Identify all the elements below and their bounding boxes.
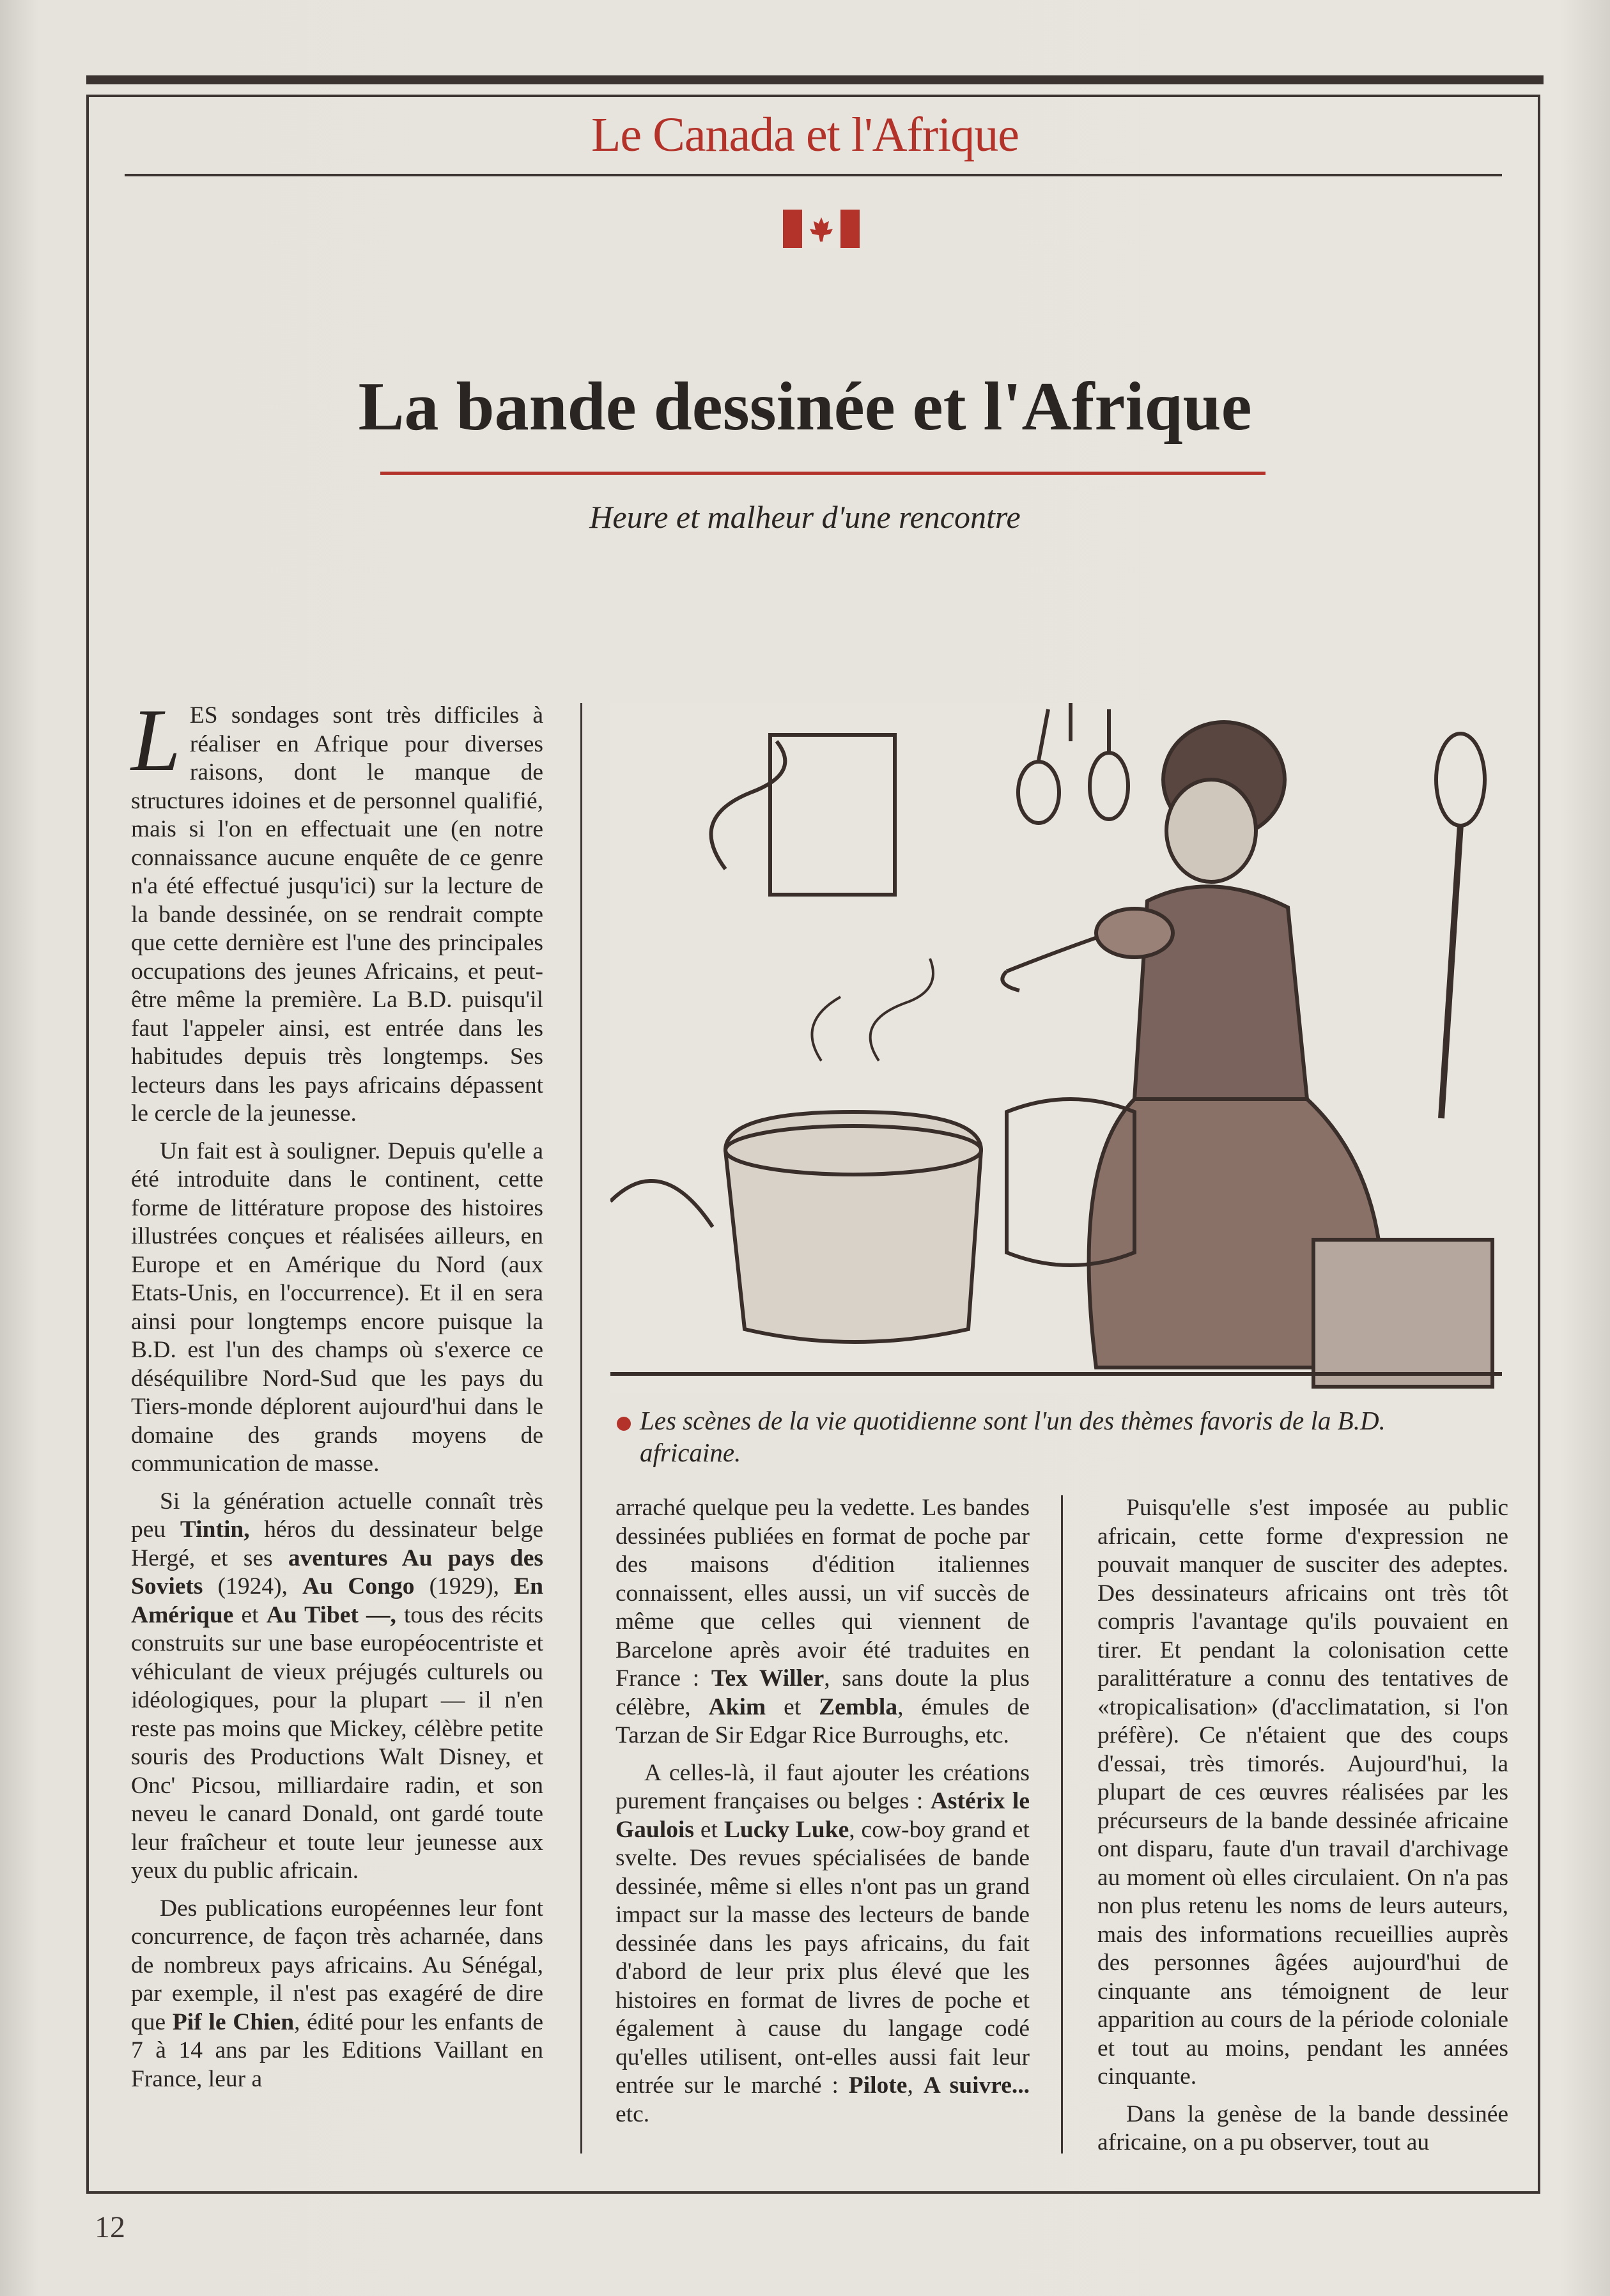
text: et [693, 1816, 724, 1843]
title-a-suivre: A suivre... [923, 2072, 1030, 2099]
illustration-caption [617, 1405, 1512, 1468]
title-tintin: Tintin, [180, 1516, 250, 1543]
paragraph-text: ES sondages sont très difficiles à réaliser en Afrique pour diverses raisons, dont le manque de structures idoines et de personnel qualifié, mais si l'on en effectuait une (en notre connaissance aucune enquête de ce genre n'a été effectué jusqu'ici) sur la lecture de la bande dessinée, on se rendrait compte que cette dernière est l'une des principales occupations des jeunes Africains, et peut-être même la première. La B.D. puisqu'il faut l'appeler ainsi, est entrée dans les habitudes depuis très longtemps. Ses lecteurs dans les pays africains dépassent le cercle de la jeunesse. [131, 702, 543, 1127]
text: , émules de Tarzan de Sir Edgar Rice Burroughs, etc. [615, 1693, 1030, 1748]
column-divider [580, 703, 582, 2153]
text: Si la génération actuelle connaît très peu [131, 1488, 543, 1543]
title-amerique: En Amérique [131, 1573, 543, 1628]
text: et [766, 1693, 819, 1720]
kitchen-illustration [610, 703, 1502, 1393]
title-soviets: aventures Au pays des Soviets [131, 1545, 543, 1599]
top-bar-rule [86, 75, 1544, 84]
red-dot-bullet [617, 1417, 631, 1431]
title-tibet: Au Tibet —, [266, 1601, 396, 1628]
title-pif: Pif le Chien [172, 2008, 295, 2035]
column-3 [1097, 1494, 1508, 2166]
title-congo: Au Congo [302, 1573, 415, 1599]
text: , [907, 2072, 924, 2099]
title-lucky-luke: Lucky Luke [724, 1816, 849, 1843]
title-asterix: Astérix le Gaulois [615, 1788, 1030, 1843]
title-rule [380, 472, 1266, 475]
drop-cap: L [131, 691, 181, 790]
section-title: Le Canada et l'Afrique [591, 108, 1019, 162]
caption-text: Les scènes de la vie quotidienne sont l'un des thèmes favoris de la B.D. [640, 1406, 1386, 1435]
page-number: 12 [95, 2210, 125, 2244]
title-tex-willer: Tex Willer [711, 1665, 824, 1691]
title-zembla: Zembla [819, 1693, 898, 1720]
text: , cow-boy grand et svelte. Des revues spécialisées de bande dessinée, même si elles n'ont pas un grand impact sur la masse des lecteurs de bande dessinée dans les pays africains, du fait d'abord de leur prix plus élevé que les histoires en format de livres de poche et également à cause du langage codé qu'elles utilisent, ont-elles aussi fait leur entrée sur le marché : [615, 1816, 1030, 2099]
title-akim: Akim [708, 1693, 766, 1720]
title-pilote: Pilote [848, 2072, 908, 2099]
paragraph: Un fait est à souligner. Depuis qu'elle a été introduite dans le continent, cette forme de littérature propose des histoires illustrées conçues et réalisées ailleurs, en Europe et en Amérique du Nord (aux Etats-Unis, en l'occurrence). Et il en sera ainsi pour longtemps encore puisque la B.D. est l'un des champs où s'exerce ce déséquilibre Nord-Sud que les pays du Tiers-monde déplorent aujourd'hui dans le domaine des grands moyens de communication de masse. [131, 1137, 543, 1477]
article-title: La bande dessinée et l'Afrique [358, 369, 1252, 445]
paragraph: Dans la genèse de la bande dessinée africaine, on a pu observer, tout au [1097, 2100, 1508, 2155]
paragraph: Puisqu'elle s'est imposée au public africain, cette forme d'expression ne pouvait manquer de susciter des adeptes. Des dessinateurs africains ont très tôt compris l'avantage qu'ils pouvaient en tirer. Et pendant la colonisation cette paralittérature a connu des tentatives de «tropicalisation» (d'acclimatation, si l'on préfère). Ce n'étaient que des coups d'essai, très timorés. Aujourd'hui, la plupart de ces œuvres réalisées par les précurseurs de la bande dessinée africaine ont disparu, faute d'un travail d'archivage au moment où elles circulaient. On n'a pas non plus retenu les noms de leurs auteurs, mais des informations recueillies auprès des personnes âgées aujourd'hui de cinquante ans témoignent de leur apparition au cours de la période coloniale et tout au moins, pendant les années cinquante. [1097, 1495, 1508, 2090]
article-subtitle: Heure et malheur d'une rencontre [589, 499, 1021, 535]
text: tous des récits construits sur une base européocentriste et véhiculant de vieux préjugés culturels ou idéologiques, pour la plupart — il n'en reste pas moins que Mickey, célèbre petite souris des Productions Walt Disney, et Onc' Picsou, milliardaire radin, et son neveu le canard Donald, ont gardé toute leur fraîcheur et toute leur jeunesse aux yeux du public africain. [131, 1601, 543, 1884]
paragraph [615, 1759, 1030, 2129]
paragraph [131, 691, 543, 1129]
text: (1924), [203, 1573, 303, 1599]
text: , sans doute la plus célèbre, [615, 1665, 1030, 1720]
text: et [233, 1601, 267, 1628]
text: , édité pour les enfants de 7 à 14 ans par les Editions Vaillant en France, leur a [131, 2008, 544, 2092]
text: (1929), [414, 1573, 515, 1599]
paragraph [131, 1895, 543, 2094]
column-2 [615, 1494, 1030, 2138]
caption-text-continued: africaine. [640, 1438, 741, 1467]
text: arraché quelque peu la vedette. Les bandes dessinées publiées en format de poche par des maisons d'édition italiennes connaissent, elles aussi, un vif succès de même que celles qui viennent de Barcelone après avoir été traduites en France : [615, 1495, 1030, 1691]
column-divider [1061, 1495, 1063, 2153]
text: Des publications européennes leur font concurrence, de façon très acharnée, dans de nombreux pays africains. Au Sénégal, par exemple, il n'est pas exagéré de dire que [131, 1895, 543, 2035]
paragraph [615, 1494, 1030, 1750]
header-rule [125, 174, 1502, 176]
canada-flag-icon [783, 210, 860, 248]
text: héros du dessinateur belge Hergé, et ses [131, 1516, 543, 1571]
text: A celles-là, il faut ajouter les créations purement françaises ou belges : [615, 1759, 1030, 1814]
text: etc. [615, 2100, 650, 2127]
column-1 [131, 691, 544, 2102]
paragraph [131, 1488, 543, 1886]
